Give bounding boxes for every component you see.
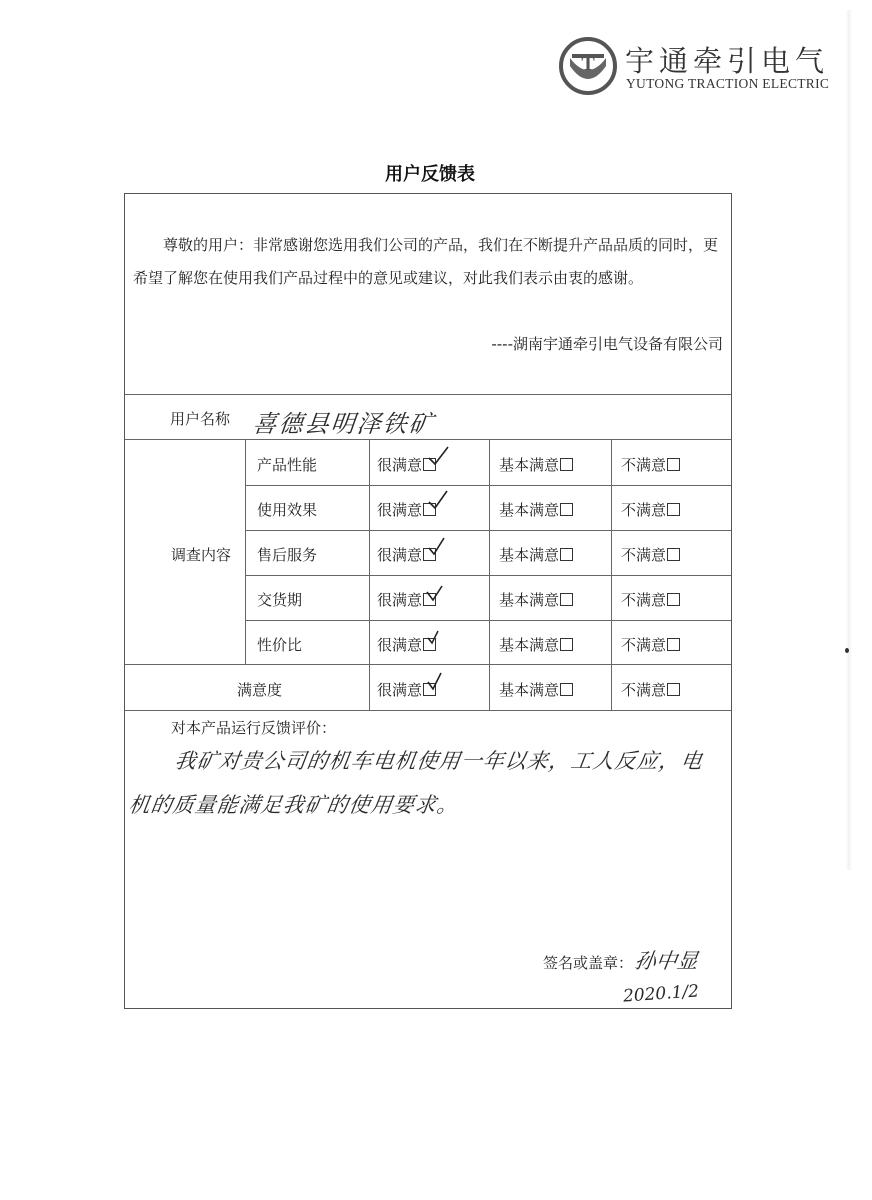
check-mark-icon (426, 670, 450, 694)
col-rule-1 (369, 439, 370, 710)
col-rule-3 (611, 439, 612, 710)
option-label: 基本满意 (499, 591, 560, 609)
option-label: 很满意 (377, 501, 423, 519)
intro-text: 尊敬的用户：非常感谢您选用我们公司的产品，我们在不断提升产品品质的同时，更希望了解您在使用我们产品过程中的意见或建议，对此我们表示由衷的感谢。 (133, 236, 719, 287)
option-unsatisfied[interactable] (621, 499, 680, 520)
option-basically-satisfied[interactable] (499, 454, 573, 475)
feedback-label: 对本产品运行反馈评价： (171, 719, 337, 737)
checkbox[interactable] (423, 638, 436, 651)
rule-row-3 (245, 575, 731, 576)
check-mark-icon (426, 535, 450, 559)
option-unsatisfied[interactable] (621, 679, 680, 700)
signature-date: 2020.1/2 (622, 981, 700, 1007)
checkbox[interactable] (667, 638, 680, 651)
survey-row-label: 使用效果 (257, 501, 318, 519)
feedback-handwritten-line-1: 我矿对贵公司的机车电机使用一年以来，工人反应，电 (173, 749, 705, 773)
user-name-value: 喜德县明泽铁矿 (251, 410, 437, 438)
option-label: 不满意 (621, 501, 667, 519)
company-name-cn: 宇通牵引电气 (625, 44, 830, 78)
option-very-satisfied[interactable] (377, 589, 436, 610)
col-rule-group (245, 439, 246, 664)
scan-speck (845, 648, 849, 653)
col-rule-2 (489, 439, 490, 710)
signature-label: 签名或盖章： (543, 954, 634, 972)
check-mark-icon (426, 490, 450, 514)
check-mark-icon (426, 580, 450, 604)
option-label: 基本满意 (499, 681, 560, 699)
option-very-satisfied[interactable] (377, 544, 436, 565)
option-label: 不满意 (621, 546, 667, 564)
option-basically-satisfied[interactable] (499, 634, 573, 655)
checkbox[interactable] (560, 458, 573, 471)
option-label: 不满意 (621, 591, 667, 609)
option-basically-satisfied[interactable] (499, 544, 573, 565)
page-title: 用户反馈表 (385, 164, 475, 185)
option-very-satisfied[interactable] (377, 634, 436, 655)
feedback-form (124, 193, 732, 1009)
rule-after-intro (125, 394, 731, 395)
option-label: 很满意 (377, 546, 423, 564)
survey-row-label: 交货期 (257, 591, 303, 609)
option-unsatisfied[interactable] (621, 634, 680, 655)
company-logo-icon (558, 36, 618, 96)
option-label: 很满意 (377, 456, 423, 474)
option-label: 很满意 (377, 681, 423, 699)
checkbox[interactable] (423, 458, 436, 471)
checkbox[interactable] (560, 683, 573, 696)
check-mark-icon (426, 625, 450, 649)
option-very-satisfied[interactable] (377, 454, 436, 475)
scan-edge-shadow (846, 10, 852, 870)
option-very-satisfied[interactable] (377, 679, 436, 700)
option-label: 基本满意 (499, 501, 560, 519)
option-label: 基本满意 (499, 636, 560, 654)
signature-name: 孙中显 (633, 949, 700, 973)
option-label: 不满意 (621, 636, 667, 654)
rule-after-satisfaction (125, 710, 731, 711)
option-unsatisfied[interactable] (621, 544, 680, 565)
option-unsatisfied[interactable] (621, 454, 680, 475)
option-label: 不满意 (621, 681, 667, 699)
checkbox[interactable] (667, 548, 680, 561)
checkbox[interactable] (667, 593, 680, 606)
survey-row-label: 产品性能 (257, 456, 318, 474)
user-name-label: 用户名称 (170, 410, 231, 428)
rule-row-1 (245, 485, 731, 486)
checkbox[interactable] (667, 503, 680, 516)
checkbox[interactable] (560, 548, 573, 561)
checkbox[interactable] (667, 458, 680, 471)
check-mark-icon (426, 445, 450, 469)
logo-mark-letter: T (581, 53, 595, 75)
option-unsatisfied[interactable] (621, 589, 680, 610)
checkbox[interactable] (423, 503, 436, 516)
rule-row-2 (245, 530, 731, 531)
option-basically-satisfied[interactable] (499, 589, 573, 610)
company-name-en: YUTONG TRACTION ELECTRIC (626, 76, 830, 91)
checkbox[interactable] (560, 503, 573, 516)
rule-after-user (125, 439, 731, 440)
satisfaction-label: 满意度 (237, 681, 283, 699)
option-label: 基本满意 (499, 546, 560, 564)
option-label: 基本满意 (499, 456, 560, 474)
option-basically-satisfied[interactable] (499, 679, 573, 700)
rule-row-4 (245, 620, 731, 621)
intro-signoff: ----湖南宇通牵引电气设备有限公司 (491, 335, 723, 353)
checkbox[interactable] (423, 593, 436, 606)
checkbox[interactable] (560, 638, 573, 651)
feedback-handwritten-line-2: 机的质量能满足我矿的使用要求。 (127, 793, 461, 817)
checkbox[interactable] (667, 683, 680, 696)
option-basically-satisfied[interactable] (499, 499, 573, 520)
option-label: 不满意 (621, 456, 667, 474)
option-label: 很满意 (377, 636, 423, 654)
checkbox[interactable] (560, 593, 573, 606)
survey-row-label: 售后服务 (257, 546, 318, 564)
option-very-satisfied[interactable] (377, 499, 436, 520)
rule-after-survey (125, 664, 731, 665)
option-label: 很满意 (377, 591, 423, 609)
checkbox[interactable] (423, 683, 436, 696)
checkbox[interactable] (423, 548, 436, 561)
survey-group-label: 调查内容 (171, 546, 232, 564)
company-logo (558, 36, 828, 102)
survey-row-label: 性价比 (257, 636, 303, 654)
